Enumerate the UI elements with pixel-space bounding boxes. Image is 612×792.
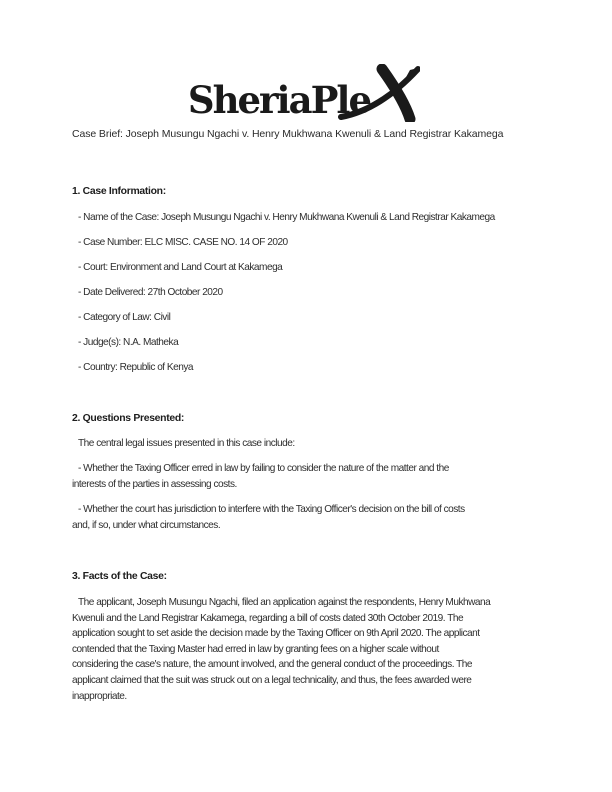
- questions-intro: [72, 436, 544, 452]
- text-line: The applicant, Joseph Musungu Ngachi, filed an application against the respondents, Henry Mukhwana: [78, 597, 491, 608]
- text-line: - Whether the court has jurisdiction to interfere with the Taxing Officer's decision on the bill of costs: [78, 504, 465, 515]
- question-item-2: [72, 502, 544, 533]
- text-line: interests of the parties in assessing costs.: [72, 478, 237, 490]
- question-item-1: [72, 461, 544, 492]
- facts-paragraph: [72, 595, 544, 704]
- text-line: considering the case's nature, the amount involved, and the general conduct of the proceedings. The: [72, 659, 473, 671]
- case-info-item-category: - Category of Law: Civil: [78, 311, 171, 323]
- section-heading-case-information: 1. Case Information:: [72, 186, 166, 197]
- text-line: and, if so, under what circumstances.: [72, 519, 221, 531]
- questions-intro-text: The central legal issues presented in this case include:: [78, 438, 295, 449]
- case-info-item-court: - Court: Environment and Land Court at Kakamega: [78, 261, 283, 273]
- case-info-item-name: - Name of the Case: Joseph Musungu Ngachi v. Henry Mukhwana Kwenuli & Land Registrar Kakamega: [78, 212, 495, 223]
- case-info-item-case-number: - Case Number: ELC MISC. CASE NO. 14 OF 2020: [78, 236, 288, 248]
- text-line: application sought to set aside the decision made by the Taxing Officer on 9th April 2020. The applicant: [72, 628, 480, 640]
- sheriaplex-wordmark: SheriaPle: [187, 78, 370, 122]
- section-heading-facts-of-the-case: 3. Facts of the Case:: [72, 571, 167, 582]
- text-line: inappropriate.: [72, 690, 127, 702]
- case-info-item-judges: - Judge(s): N.A. Matheka: [78, 336, 179, 348]
- case-info-item-date-delivered: - Date Delivered: 27th October 2020: [78, 286, 223, 298]
- case-information-list: [72, 210, 544, 385]
- case-brief-title: Case Brief: Joseph Musungu Ngachi v. Henry Mukhwana Kwenuli & Land Registrar Kakamega: [72, 128, 504, 140]
- text-line: contended that the Taxing Master had erred in law by granting fees on a higher scale without: [72, 643, 439, 655]
- text-line: Kwenuli and the Land Registrar Kakamega, regarding a bill of costs dated 30th October 2019. The: [72, 612, 464, 624]
- text-line: applicant claimed that the suit was struck out on a legal technicality, and thus, the fees awarded were: [72, 674, 472, 686]
- text-line: - Whether the Taxing Officer erred in law by failing to consider the nature of the matter and the: [78, 463, 449, 474]
- sheriaplex-swoosh-x-icon: [338, 64, 420, 122]
- case-info-item-country: - Country: Republic of Kenya: [78, 361, 194, 373]
- section-heading-questions-presented: 2. Questions Presented:: [72, 413, 185, 424]
